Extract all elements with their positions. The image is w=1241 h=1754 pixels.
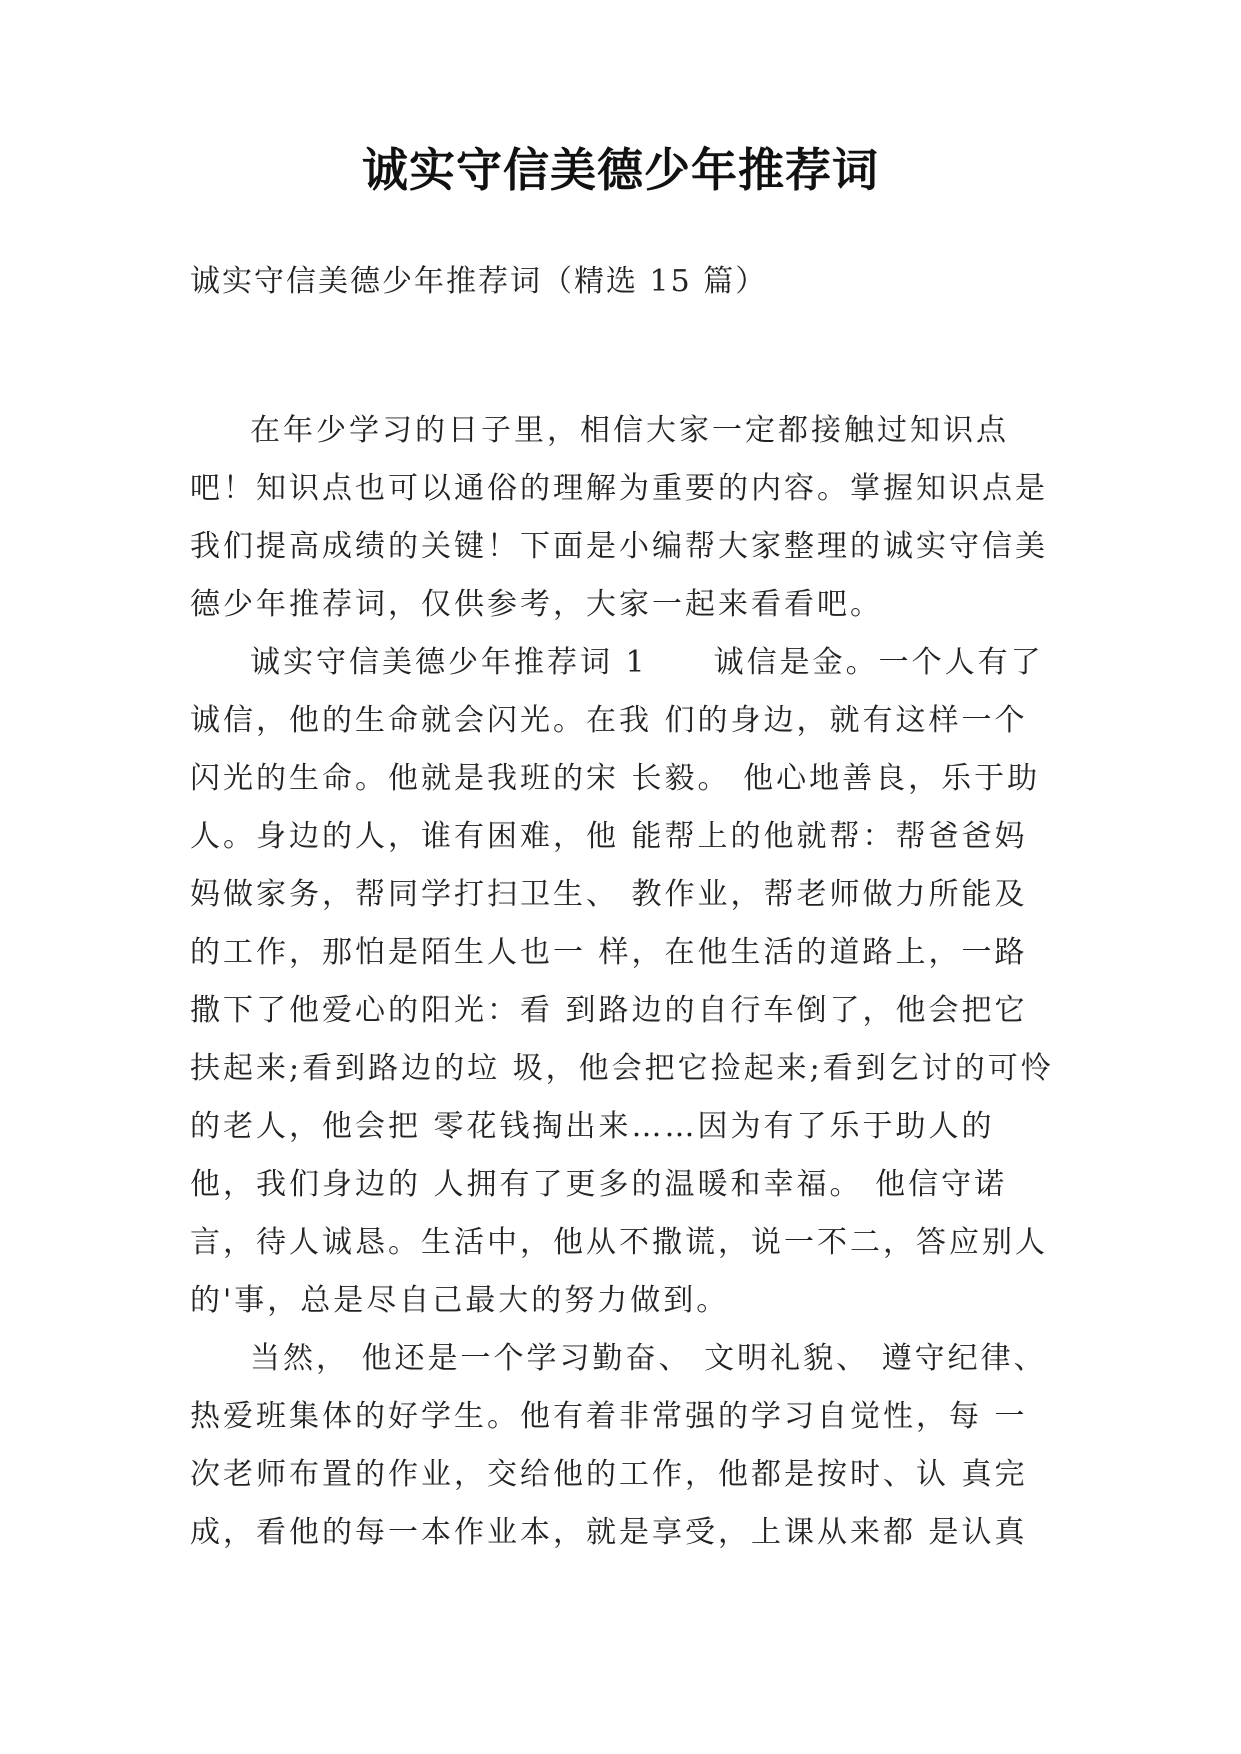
paragraph-continued: 当然， 他还是一个学习勤奋、 文明礼貌、 遵守纪律、热爱班集体的好学生。他有着非常强的学习自觉性，每 一次老师布置的作业，交给他的工作，他都是按时、认 真完成，看他的每一本作业本，就是享受，上课从来都 是认真: [190, 1341, 1047, 1550]
paragraph-recommendation-1: 诚实守信美德少年推荐词 1 诚信是金。一个人有了诚信，他的生命就会闪光。在我 们的身边，就有这样一个闪光的生命。他就是我班的宋 长毅。 他心地善良，乐于助人。身边的人，谁有困难，他 能帮上的他就帮：帮爸爸妈妈做家务，帮同学打扫卫生、 教作业，帮老师做力所能及的工作，那怕是陌生人也一 样，在他生活的道路上，一路撒下了他爱心的阳光：看 到路边的自行车倒了，他会把它扶起来;看到路边的垃 圾，他会把它捡起来;看到乞讨的可怜的老人，他会把 零花钱掏出来……因为有了乐于助人的他，我们身边的 人拥有了更多的温暖和幸福。 他信守诺言，待人诚恳。生活中，他从不撒谎，说一不二，答应别人的'事，总是尽自己最大的努力做到。: [190, 645, 1054, 1318]
paragraph-intro: 在年少学习的日子里，相信大家一定都接触过知识点吧！知识点也可以通俗的理解为重要的内容。掌握知识点是我们提高成绩的关键！下面是小编帮大家整理的诚实守信美德少年推荐词，仅供参考，大家一起来看看吧。: [190, 413, 1048, 622]
document-body: [190, 402, 1060, 1562]
document-title: 诚实守信美德少年推荐词: [362, 143, 879, 197]
document-subtitle: 诚实守信美德少年推荐词（精选 15 篇）: [190, 264, 768, 299]
